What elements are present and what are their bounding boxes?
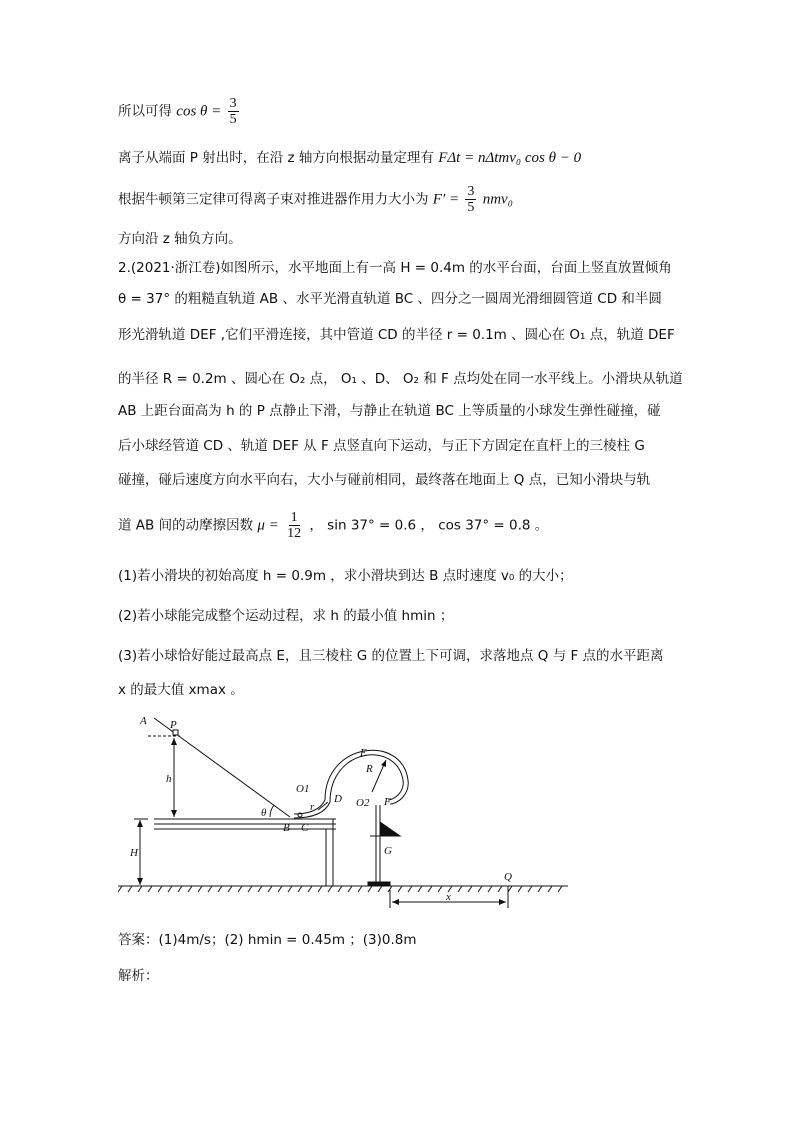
label-F: F bbox=[384, 796, 391, 808]
label-r: r bbox=[310, 801, 315, 813]
line-momentum bbox=[118, 148, 688, 168]
ground-hatch bbox=[118, 886, 562, 892]
formula-F-prime: F′ = bbox=[432, 191, 460, 208]
formula-momentum: FΔt = nΔtmv₀ cos θ − 0 bbox=[438, 150, 582, 166]
theta-arc bbox=[270, 805, 274, 817]
label-O1: O1 bbox=[296, 783, 310, 795]
formula-cos-theta: cos θ = bbox=[176, 103, 222, 120]
label-Q: Q bbox=[504, 871, 512, 883]
question-3a: (3)若小球恰好能过最高点 E，且三棱柱 G 的位置上下可调，求落地点 Q 与 F 点的水平距离 bbox=[118, 648, 664, 664]
frac-den: 5 bbox=[229, 112, 237, 127]
problem-line-2: θ = 37° 的粗糙直轨道 AB 、水平光滑直轨道 BC 、四分之一圆周光滑细圆管道 CD 和半圆 bbox=[118, 291, 662, 307]
prism-G bbox=[380, 822, 400, 836]
frac-num: 3 bbox=[467, 184, 475, 199]
problem-line-8 bbox=[118, 510, 688, 541]
label-theta: θ bbox=[261, 807, 267, 819]
label-R: R bbox=[366, 763, 373, 775]
label-A: A bbox=[140, 715, 147, 727]
label-P: P bbox=[170, 719, 177, 731]
frac-num: 3 bbox=[229, 96, 237, 111]
physics-figure bbox=[118, 710, 578, 910]
problem-line-5: AB 上距台面高为 h 的 P 点静止下滑，与静止在轨道 BC 上等质量的小球发生弹性碰撞，碰 bbox=[118, 403, 661, 419]
frac-num: 1 bbox=[290, 510, 298, 525]
question-1: (1)若小滑块的初始高度 h = 0.9m ，求小滑块到达 B 点时速度 v₀ 的大小； bbox=[118, 568, 573, 584]
text-newton: 根据牛顿第三定律可得离子束对推进器作用力大小为 bbox=[118, 191, 429, 208]
label-H: H bbox=[130, 847, 138, 859]
problem-line-7: 碰撞，碰后速度方向水平向右，大小与碰前相同，最终落在地面上 Q 点，已知小滑块与轨 bbox=[118, 472, 651, 488]
fraction-1-12 bbox=[285, 510, 303, 541]
label-h: h bbox=[166, 773, 172, 785]
question-2: (2)若小球能完成整个运动过程，求 h 的最小值 hmin ； bbox=[118, 608, 454, 624]
text-so: 所以可得 bbox=[118, 103, 172, 120]
text-sin-cos: ， sin 37° = 0.6 ， cos 37° = 0.8 。 bbox=[309, 517, 549, 534]
problem-line-1: 2.(2021·浙江卷)如图所示，水平地面上有一高 H = 0.4m 的水平台面，台面上竖直放置倾角 bbox=[118, 260, 672, 276]
answer-line: 答案：(1)4m/s；(2) hmin = 0.45m ；(3)0.8m bbox=[118, 932, 417, 948]
label-G: G bbox=[384, 845, 392, 857]
problem-line-4: 的半径 R = 0.2m 、圆心在 O₂ 点， O₁ 、D、 O₂ 和 F 点均处在同一水平线上。小滑块从轨道 bbox=[118, 371, 683, 387]
fraction-3-5-b bbox=[465, 184, 476, 215]
text-friction: 道 AB 间的动摩擦因数 bbox=[118, 517, 254, 534]
line-cos-theta bbox=[118, 96, 688, 127]
line-newton-third bbox=[118, 184, 688, 215]
pole-base bbox=[368, 882, 390, 886]
label-E: E bbox=[360, 747, 367, 759]
question-3b: x 的最大值 xmax 。 bbox=[118, 682, 244, 698]
formula-nmv0: nmv₀ bbox=[482, 191, 513, 208]
label-O2: O2 bbox=[356, 797, 370, 809]
fraction-3-5 bbox=[228, 96, 239, 127]
label-B: B bbox=[283, 822, 290, 834]
label-C: C bbox=[301, 822, 309, 834]
problem-line-6: 后小球经管道 CD 、轨道 DEF 从 F 点竖直向下运动，与正下方固定在直杆上的三棱柱 G bbox=[118, 438, 645, 454]
label-D: D bbox=[334, 793, 342, 805]
frac-den: 5 bbox=[467, 200, 475, 215]
label-x: x bbox=[446, 891, 451, 903]
formula-mu: μ = bbox=[257, 517, 279, 534]
line-direction: 方向沿 z 轴负方向。 bbox=[118, 231, 242, 247]
text-momentum: 离子从端面 P 射出时，在沿 z 轴方向根据动量定理有 bbox=[118, 150, 434, 166]
analysis-label: 解析： bbox=[118, 968, 159, 984]
frac-den: 12 bbox=[287, 526, 302, 541]
problem-line-3: 形光滑轨道 DEF ,它们平滑连接，其中管道 CD 的半径 r = 0.1m 、圆心在 O₁ 点，轨道 DEF bbox=[118, 327, 675, 343]
